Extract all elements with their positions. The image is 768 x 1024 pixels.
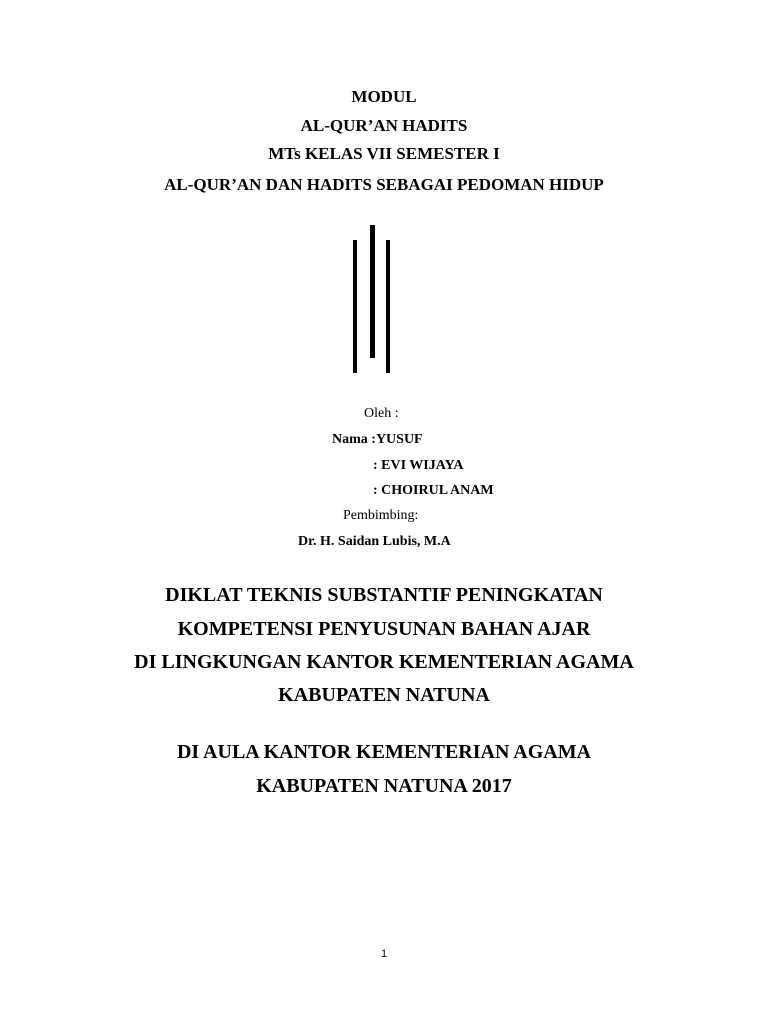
page-number: 1: [380, 948, 388, 960]
author-name-2: : EVI WIJAYA: [373, 458, 464, 473]
bar-right: [386, 240, 390, 373]
bar-center: [370, 225, 375, 358]
chapter-title: AL-QUR’AN DAN HADITS SEBAGAI PEDOMAN HIDUP: [164, 175, 604, 194]
supervisor-name: Dr. H. Saidan Lubis, M.A: [298, 534, 451, 549]
event-line-1: DIKLAT TEKNIS SUBSTANTIF PENINGKATAN: [165, 584, 603, 606]
module-title: MODUL: [351, 87, 417, 106]
author-name-1: YUSUF: [375, 432, 423, 447]
venue-line-1: DI AULA KANTOR KEMENTERIAN AGAMA: [176, 741, 592, 763]
supervisor-label: Pembimbing:: [343, 508, 419, 523]
subject-title: AL-QUR’AN HADITS: [300, 116, 468, 135]
author-name-3: : CHOIRUL ANAM: [373, 483, 494, 498]
bar-left: [353, 240, 357, 373]
author-name-row: [332, 432, 423, 448]
event-line-2: KOMPETENSI PENYUSUNAN BAHAN AJAR: [177, 618, 591, 640]
event-line-4: KABUPATEN NATUNA: [278, 684, 490, 706]
oleh-label: Oleh :: [364, 406, 399, 421]
venue-line-2: KABUPATEN NATUNA 2017: [256, 775, 512, 797]
event-line-3: DI LINGKUNGAN KANTOR KEMENTERIAN AGAMA: [134, 651, 634, 673]
class-semester: MTs KELAS VII SEMESTER I: [268, 144, 500, 163]
nama-label: Nama :: [332, 432, 376, 447]
